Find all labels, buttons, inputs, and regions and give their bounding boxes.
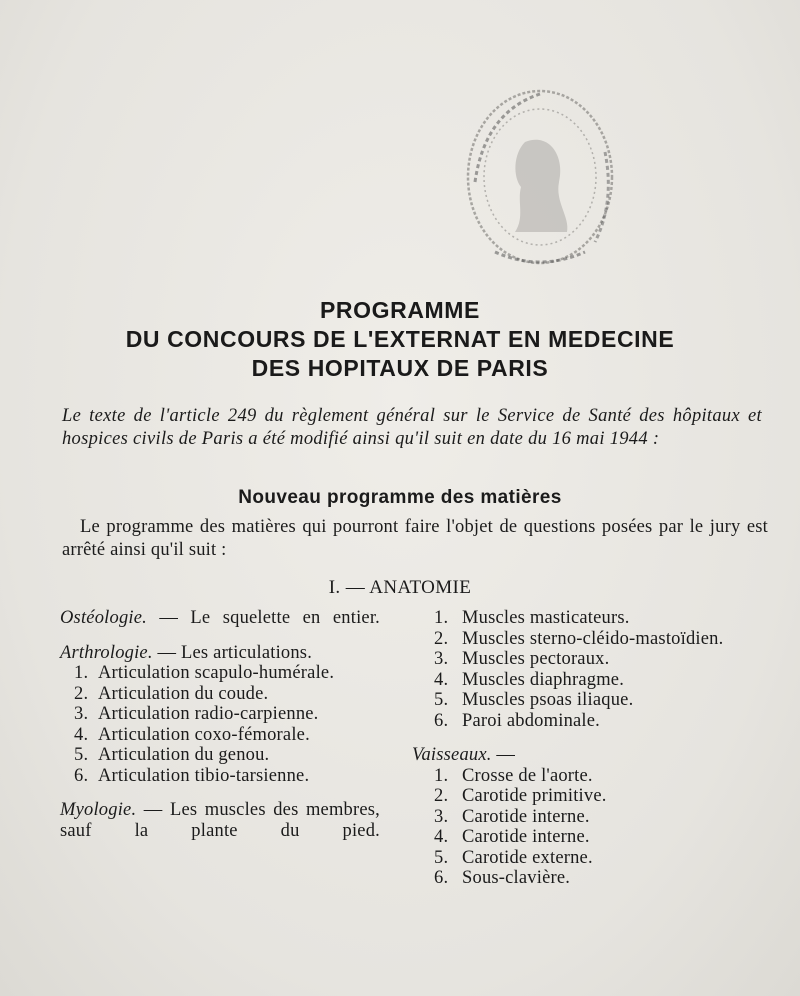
myologie-desc: — Les muscles des membres, sauf la plante du pied. (60, 800, 380, 841)
item-number: 6. (434, 868, 449, 888)
list-item (410, 629, 740, 650)
item-text: Muscles psoas iliaque. (462, 690, 634, 710)
item-text: Carotide primitive. (462, 786, 607, 806)
item-text: Muscles diaphragme. (462, 669, 625, 690)
item-text: Muscles sterno-cléido-mastoïdien. (462, 628, 724, 649)
item-number: 1. (434, 765, 449, 786)
osteologie-group (60, 608, 380, 629)
list-item (60, 663, 380, 684)
item-text: Sous-clavière. (462, 868, 571, 888)
myologie-group (60, 800, 380, 841)
item-text: Carotide interne. (462, 806, 590, 827)
item-text: Paroi abdominale. (462, 710, 601, 731)
title-line-2: DU CONCOURS DE L'EXTERNAT EN MEDECINE (125, 326, 675, 352)
item-number: 4. (434, 669, 449, 690)
arthrologie-heading (60, 643, 380, 664)
item-number: 4. (434, 827, 449, 847)
item-number: 5. (74, 745, 89, 765)
list-item (410, 766, 740, 787)
item-number: 1. (434, 608, 449, 628)
item-text: Articulation du coude. (98, 683, 269, 704)
arthrologie-desc: — Les articulations. (157, 642, 313, 663)
myologie-name: Myologie. (60, 800, 137, 820)
item-number: 3. (74, 704, 89, 724)
list-item (410, 868, 740, 889)
item-number: 6. (74, 765, 89, 786)
osteologie-name: Ostéologie. (60, 608, 147, 628)
vaisseaux-desc: — (496, 745, 516, 765)
item-text: Articulation du genou. (98, 745, 270, 765)
item-number: 6. (434, 710, 449, 731)
right-column (410, 608, 740, 903)
arthrologie-group (60, 643, 380, 787)
item-number: 5. (434, 690, 449, 710)
item-number: 2. (434, 786, 449, 806)
item-text: Articulation radio-carpienne. (98, 704, 319, 724)
item-number: 4. (74, 724, 89, 745)
item-number: 2. (434, 628, 449, 649)
list-item (410, 711, 740, 732)
item-text: Carotide externe. (462, 847, 593, 868)
list-item (410, 807, 740, 828)
program-subheading: Nouveau programme des matières (238, 487, 562, 508)
item-text: Crosse de l'aorte. (462, 765, 593, 786)
list-item (410, 608, 740, 629)
arthrologie-name: Arthrologie. (60, 642, 153, 663)
intro-paragraph: Le texte de l'article 249 du règlement général sur le Service de Santé des hôpitaux et hospices civils de Paris a été modifié ainsi qu'il suit en date du 16 mai 1944 : (62, 406, 762, 449)
list-item (410, 649, 740, 670)
document-title (40, 296, 760, 383)
list-item (60, 684, 380, 705)
library-seal-stamp-icon (455, 82, 625, 272)
item-number: 1. (74, 663, 89, 683)
item-number: 3. (434, 806, 449, 827)
left-column (60, 608, 380, 855)
muscles-group (410, 608, 740, 731)
list-item (410, 786, 740, 807)
item-text: Articulation scapulo-humérale. (98, 663, 335, 683)
myologie-entry (60, 800, 380, 841)
list-item (60, 745, 380, 766)
program-intro-paragraph: Le programme des matières qui pourront faire l'objet de questions posées par le jury est arrêté ainsi qu'il suit : (62, 517, 768, 560)
osteologie-entry (60, 608, 380, 629)
item-number: 2. (74, 683, 89, 704)
list-item (410, 827, 740, 848)
item-text: Muscles masticateurs. (462, 608, 630, 628)
vaisseaux-name: Vaisseaux. (412, 745, 492, 765)
vaisseaux-group (410, 745, 740, 889)
list-item (60, 725, 380, 746)
item-number: 5. (434, 847, 449, 868)
item-text: Articulation coxo-fémorale. (98, 724, 310, 745)
vaisseaux-heading (410, 745, 740, 766)
item-text: Articulation tibio-tarsienne. (98, 765, 310, 786)
list-item (60, 704, 380, 725)
item-text: Carotide interne. (462, 827, 590, 847)
list-item (410, 670, 740, 691)
list-item (410, 848, 740, 869)
item-text: Muscles pectoraux. (462, 649, 610, 669)
title-line-1: PROGRAMME (319, 297, 480, 323)
section-title-anatomie: I. — ANATOMIE (328, 577, 472, 598)
stamp-graphic (455, 82, 625, 272)
list-item (410, 690, 740, 711)
osteologie-desc: — Le squelette en entier. (159, 608, 380, 628)
list-item (60, 766, 380, 787)
title-line-3: DES HOPITAUX DE PARIS (251, 355, 549, 381)
item-number: 3. (434, 649, 449, 669)
